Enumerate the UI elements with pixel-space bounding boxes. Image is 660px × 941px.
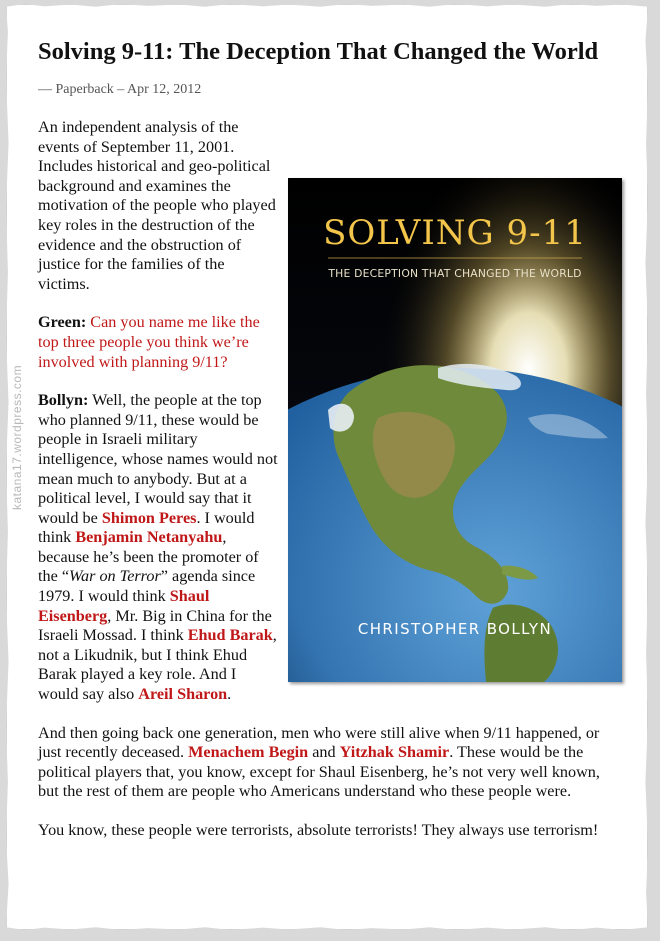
watermark: katana17.wordpress.com: [10, 364, 24, 510]
intro-paragraph: An independent analysis of the events of September 11, 2001. Includes historical and geo-political background and examines the motivation of the people who played key roles in the destruction of the evidence and the obstruction of justice for the families of the victims.: [38, 118, 276, 293]
answer-text: ” agenda since 1979. I would think: [38, 567, 256, 606]
book-cover-art: [288, 178, 622, 682]
answer-text: , Mr. Big in China for the Israeli Mossad. I think: [38, 606, 272, 645]
byline: — Paperback – Apr 12, 2012: [38, 82, 202, 97]
speaker-bollyn: Bollyn:: [38, 391, 89, 410]
highlight-name: Menachem Begin: [188, 743, 309, 762]
cover-author: CHRISTOPHER BOLLYN: [357, 620, 553, 638]
page-title: Solving 9-11: The Deception That Changed the World: [38, 38, 599, 65]
italic-phrase: War on Terror: [69, 567, 161, 586]
body-text: And then going back one generation, men who were still alive when 9/11 happened, or just recently deceased.: [38, 723, 600, 762]
answer-text: .: [227, 685, 232, 704]
cover-subtitle: THE DECEPTION THAT CHANGED THE WORLD: [328, 267, 582, 280]
answer-text: , because he’s been the promoter of the “: [38, 528, 259, 586]
highlight-name: Benjamin Netanyahu: [75, 528, 223, 547]
answer-text: Well, the people at the top who planned 9/11, these would be people in Israeli military intelligence, whose names would not mean much to anybody. But at a political level, I would say that it would be: [38, 391, 278, 527]
closing-paragraph: You know, these people were terrorists, absolute terrorists! They always use terrorism!: [38, 821, 599, 839]
book-cover-image: [288, 178, 622, 682]
answer-text: , not a Likudnik, but I think Ehud Barak played a key role. And I would say also: [38, 626, 277, 704]
highlight-name: Shimon Peres: [101, 508, 197, 527]
highlight-name: Shaul Eisenberg: [38, 587, 210, 625]
question-text: Can you name me like the top three people you think we’re involved with planning 9/11?: [38, 313, 260, 371]
body-text: . These would be the political players that, you know, except for Shaul Eisenberg, he’s not very well known, but the rest of them are people who Americans understand who these people were.: [38, 743, 600, 801]
highlight-name: Ehud Barak: [187, 626, 273, 645]
answer-text: . I would think: [38, 508, 255, 547]
article-body: [38, 118, 622, 860]
highlight-name: Yitzhak Shamir: [339, 743, 450, 762]
generation-paragraph: [38, 724, 622, 802]
body-text: and: [308, 743, 340, 762]
speaker-green: Green:: [38, 313, 87, 332]
cover-title: SOLVING 9-11: [323, 213, 587, 253]
highlight-name: Areil Sharon: [138, 685, 228, 704]
